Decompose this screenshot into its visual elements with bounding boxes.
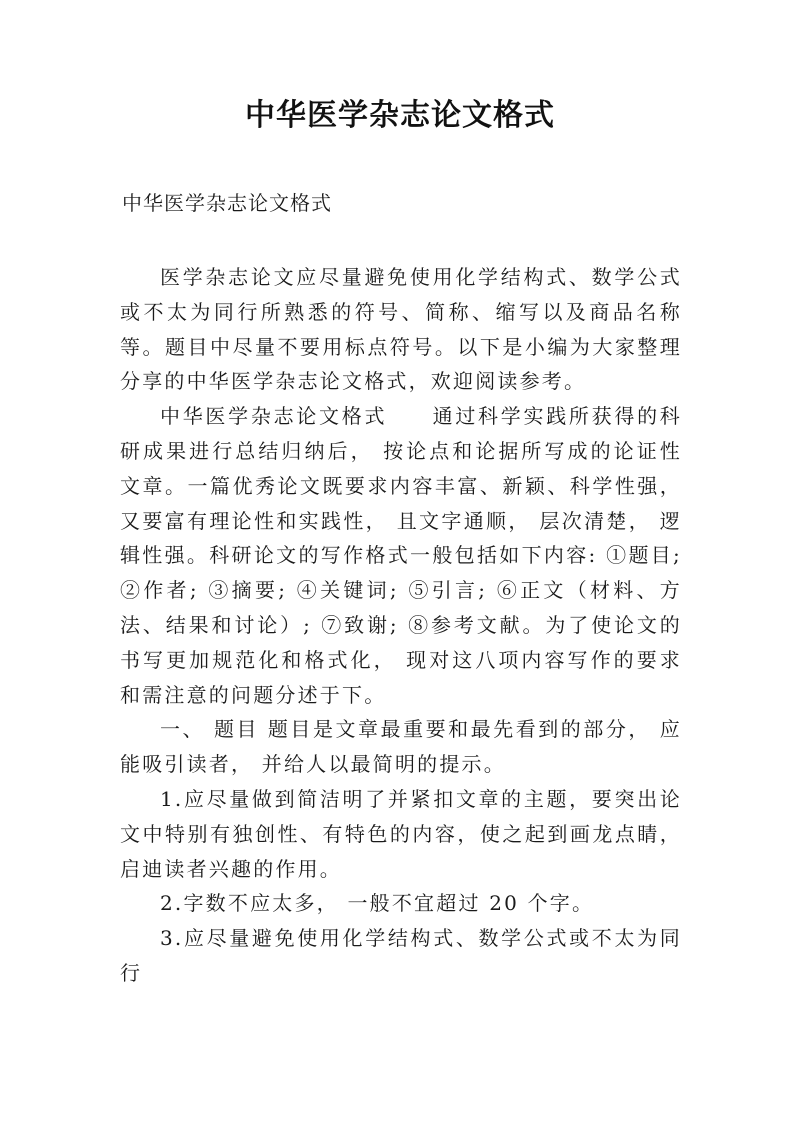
paragraph-section-title: 一、 题目 题目是文章最重要和最先看到的部分， 应能吸引读者， 并给人以最简明的提示。: [120, 717, 682, 777]
paragraph-overview: 中华医学杂志论文格式 通过科学实践所获得的科研成果进行总结归纳后， 按论点和论据所写成的论证性文章。一篇优秀论文既要求内容丰富、新颖、科学性强， 又要富有理论性和实践性， 且文字通顺， 层次清楚， 逻辑性强。科研论文的写作格式一般包括如下内容: ①题目; ②作者; ③摘要; ④关键词; ⑤引言; ⑥正文（材料、方法、结果和讨论）; ⑦致谢; ⑧参考文献。为了使论文的书写更加规范化和格式化， 现对这八项内容写作的要求和需注意的问题分述于下。: [120, 404, 682, 707]
paragraph-intro: 医学杂志论文应尽量避免使用化学结构式、数学公式或不太为同行所熟悉的符号、简称、缩写以及商品名称等。题目中尽量不要用标点符号。以下是小编为大家整理分享的中华医学杂志论文格式，欢迎阅读参考。: [120, 265, 682, 394]
paragraph-item-3: 3.应尽量避免使用化学结构式、数学公式或不太为同行: [120, 926, 682, 985]
document-subtitle: 中华医学杂志论文格式: [122, 191, 332, 215]
paragraph-item-1: 1.应尽量做到简洁明了并紧扣文章的主题，要突出论文中特别有独创性、有特色的内容，使之起到画龙点睛， 启迪读者兴趣的作用。: [120, 786, 682, 881]
document-body: [120, 260, 682, 991]
paragraph-item-2: 2.字数不应太多， 一般不宜超过 20 个字。: [160, 891, 595, 916]
document-title: 中华医学杂志论文格式: [245, 98, 555, 133]
